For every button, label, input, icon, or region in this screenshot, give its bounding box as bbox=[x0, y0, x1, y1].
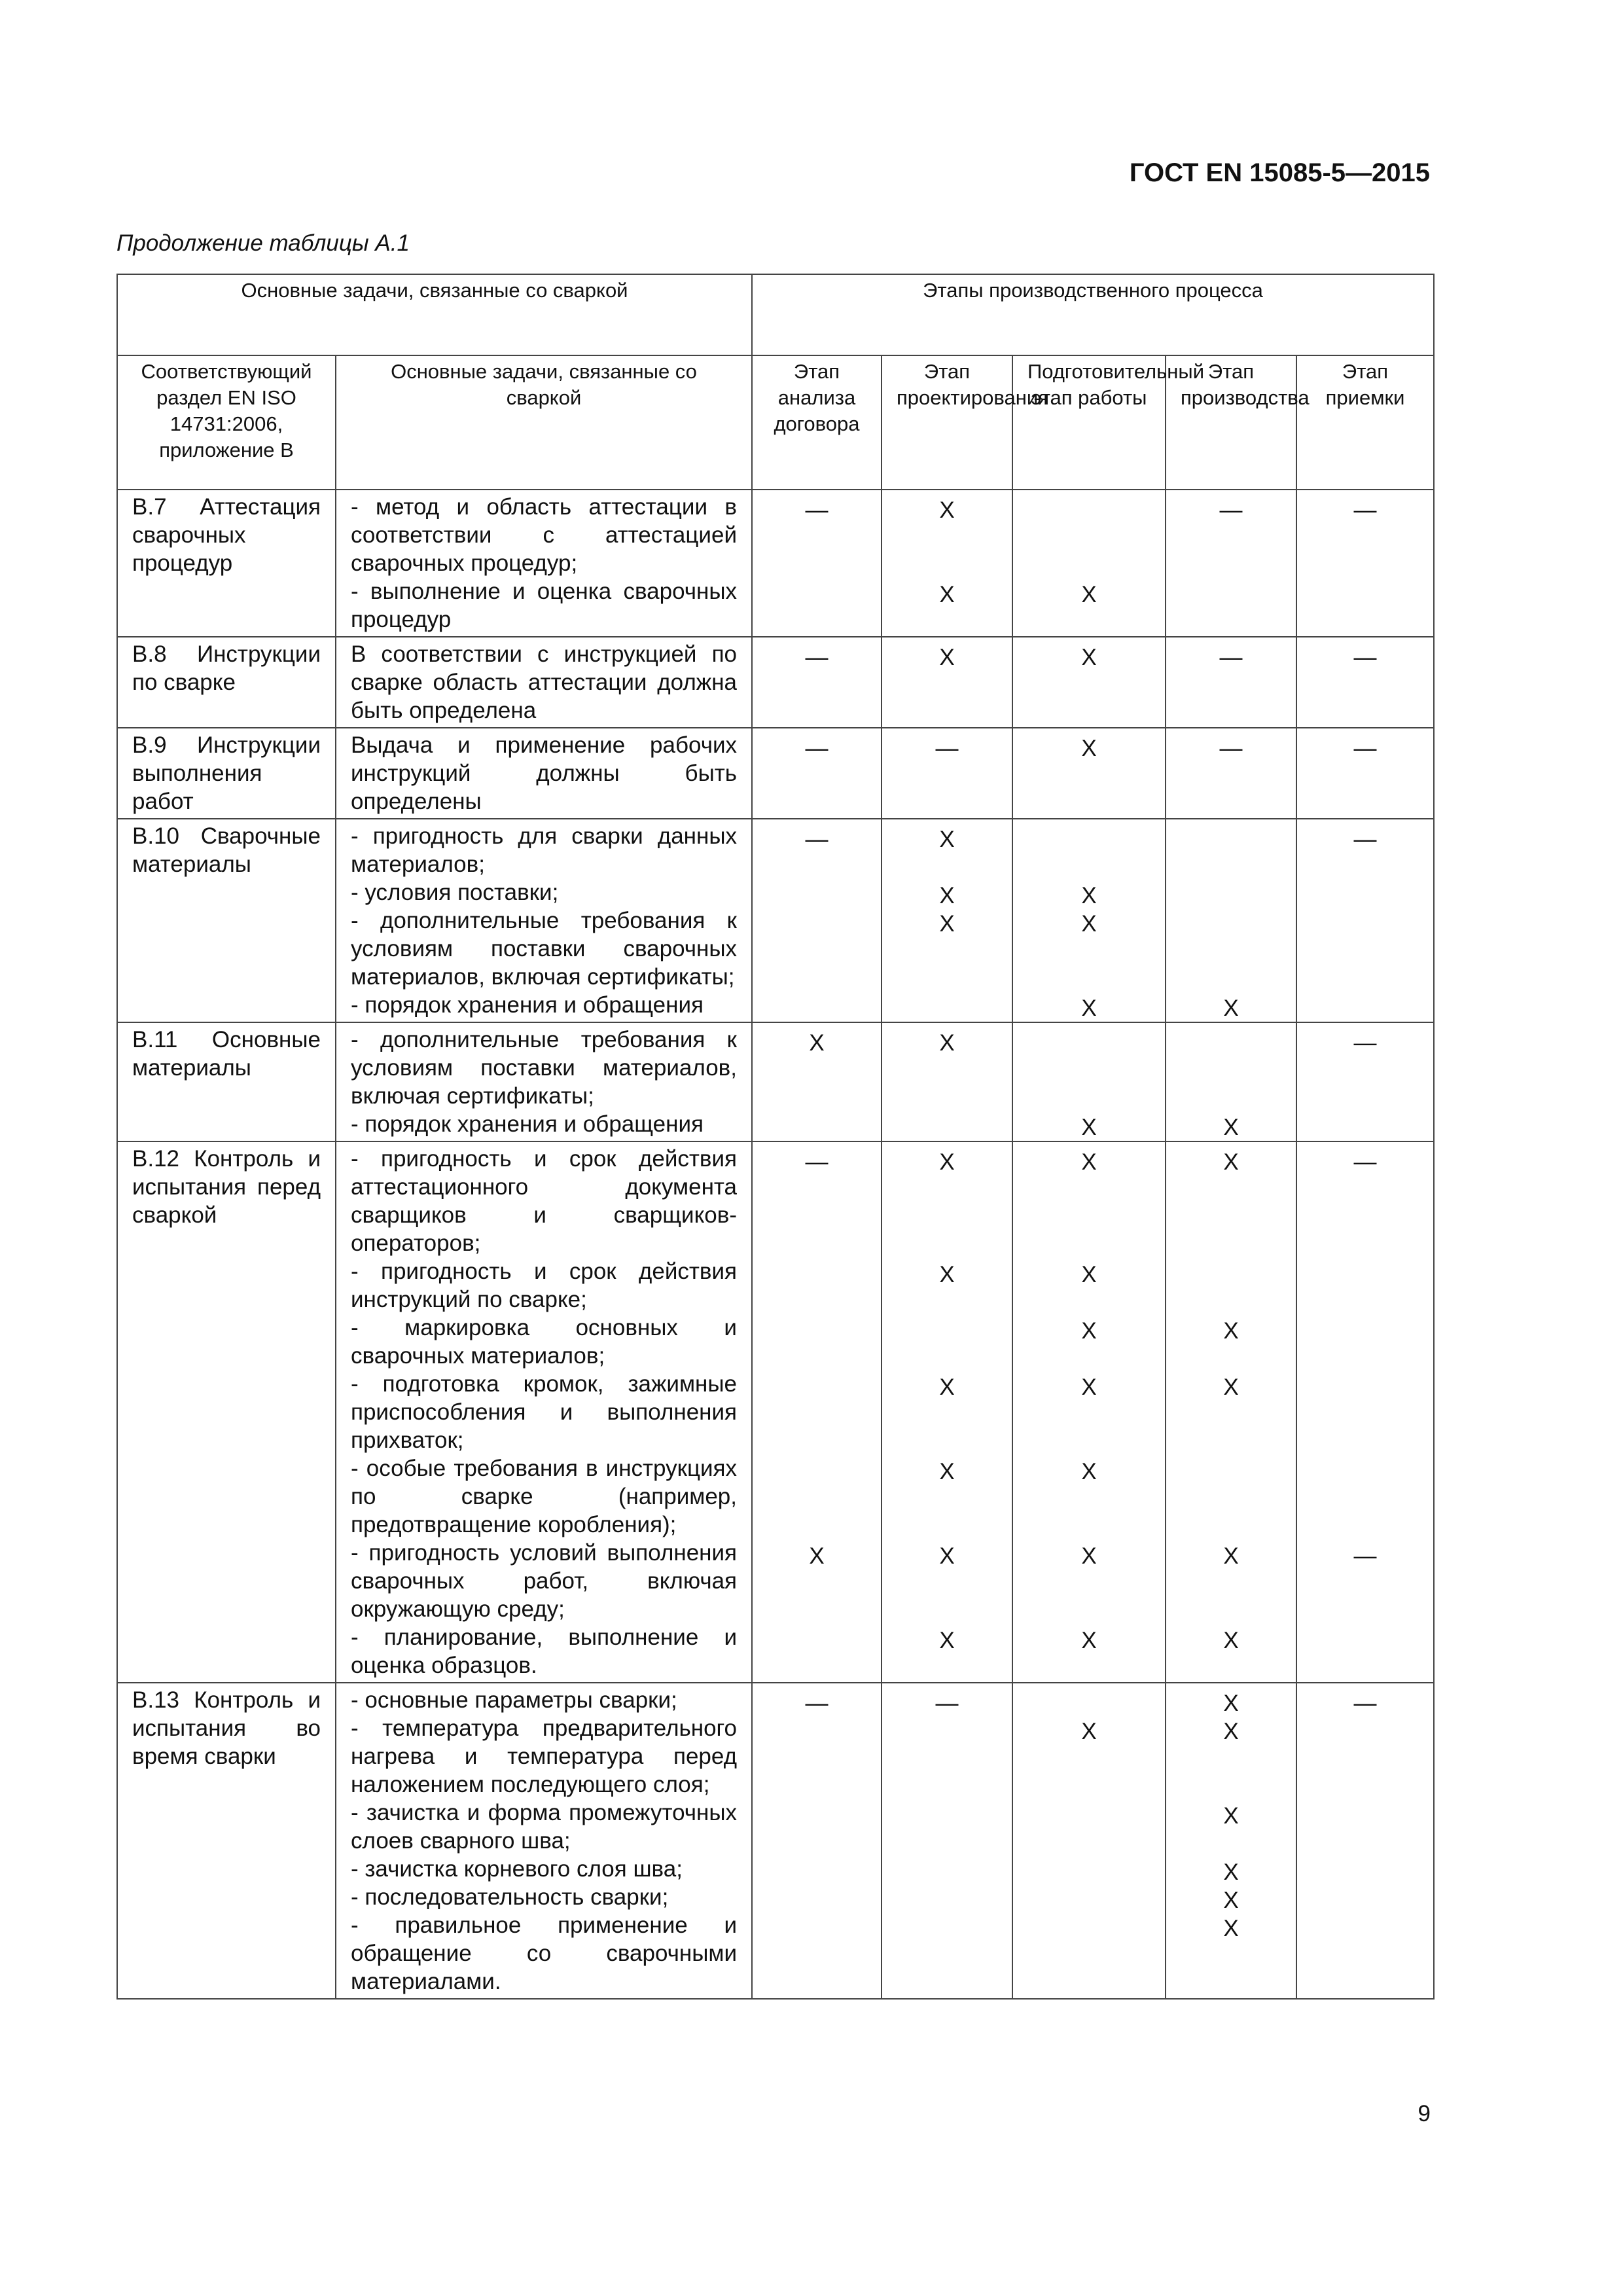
col-header-stage-acceptance: Этап приемки bbox=[1296, 355, 1434, 490]
stage-cell-acceptance bbox=[1296, 1022, 1434, 1141]
stage-cell-acceptance bbox=[1296, 637, 1434, 728]
stage-mark: Х bbox=[939, 1030, 955, 1056]
stage-mark: Х bbox=[1223, 1543, 1239, 1569]
stage-mark: — bbox=[1219, 736, 1243, 761]
stage-cell-contract bbox=[752, 728, 882, 819]
table-row bbox=[117, 728, 1434, 819]
stage-mark: — bbox=[935, 1691, 959, 1716]
stage-mark: Х bbox=[1081, 1149, 1097, 1175]
stage-cell-contract bbox=[752, 819, 882, 1022]
stage-mark: — bbox=[1353, 736, 1377, 761]
section-cell: В.11 Основные материалы bbox=[117, 1022, 336, 1141]
stage-cell-design bbox=[882, 1141, 1012, 1683]
stage-mark: — bbox=[1353, 645, 1377, 670]
stage-cell-production bbox=[1166, 637, 1296, 728]
task-item: - маркировка основных и сварочных материалов; bbox=[351, 1315, 737, 1369]
stage-cell-production bbox=[1166, 1022, 1296, 1141]
stage-mark: Х bbox=[1081, 996, 1097, 1021]
stage-mark: — bbox=[1353, 827, 1377, 852]
stage-mark: Х bbox=[1223, 1628, 1239, 1653]
stage-mark: Х bbox=[939, 911, 955, 937]
stage-mark: Х bbox=[1223, 1691, 1239, 1716]
stage-mark: Х bbox=[939, 582, 955, 607]
header-group-stages: Этапы производственного процесса bbox=[752, 274, 1434, 355]
table-row bbox=[117, 1683, 1434, 1999]
table-caption: Продолжение таблицы А.1 bbox=[116, 230, 410, 256]
stage-cell-contract bbox=[752, 1683, 882, 1999]
stage-mark: — bbox=[1353, 1543, 1377, 1569]
stage-mark: Х bbox=[1081, 1719, 1097, 1744]
task-item: - дополнительные требования к условиям поставки материалов, включая сертификаты; bbox=[351, 1027, 737, 1109]
stage-mark: Х bbox=[1223, 1859, 1239, 1885]
welding-tasks-table bbox=[116, 274, 1435, 2000]
task-item: - порядок хранения и обращения bbox=[351, 992, 704, 1018]
stage-mark: Х bbox=[1223, 1149, 1239, 1175]
tasks-cell bbox=[336, 819, 752, 1022]
stage-mark: Х bbox=[1081, 645, 1097, 670]
stage-mark: — bbox=[1353, 497, 1377, 523]
table-row bbox=[117, 637, 1434, 728]
stage-mark: — bbox=[1219, 645, 1243, 670]
task-item: - температура предварительного нагрева и температура перед наложением последующего слоя; bbox=[351, 1715, 737, 1797]
stage-mark: Х bbox=[809, 1030, 825, 1056]
stage-cell-acceptance bbox=[1296, 819, 1434, 1022]
stage-mark: Х bbox=[939, 1262, 955, 1287]
stage-mark: Х bbox=[1081, 1628, 1097, 1653]
col-header-stage-design: Этап проектирования bbox=[882, 355, 1012, 490]
task-item: - пригодность условий выполнения сварочных работ, включая окружающую среду; bbox=[351, 1540, 737, 1622]
stage-cell-contract bbox=[752, 637, 882, 728]
task-item: - пригодность для сварки данных материалов; bbox=[351, 823, 737, 877]
stage-cell-prep bbox=[1012, 1141, 1166, 1683]
stage-mark: Х bbox=[1081, 911, 1097, 937]
stage-mark: Х bbox=[939, 1628, 955, 1653]
table-row bbox=[117, 1141, 1434, 1683]
stage-mark: Х bbox=[1223, 1888, 1239, 1913]
section-cell: В.9 Инструкции выполнения работ bbox=[117, 728, 336, 819]
tasks-cell bbox=[336, 728, 752, 819]
tasks-cell bbox=[336, 1683, 752, 1999]
standard-designation: ГОСТ EN 15085-5—2015 bbox=[1129, 158, 1430, 187]
task-item: В соответствии с инструкцией по сварке область аттестации должна быть определена bbox=[351, 641, 737, 723]
stage-cell-prep bbox=[1012, 819, 1166, 1022]
task-item: - дополнительные требования к условиям поставки сварочных материалов, включая сертификаты; bbox=[351, 908, 737, 990]
table-row bbox=[117, 819, 1434, 1022]
stage-mark: — bbox=[1219, 497, 1243, 523]
stage-mark: — bbox=[1353, 1691, 1377, 1716]
stage-mark: — bbox=[805, 1691, 829, 1716]
stage-cell-prep bbox=[1012, 1683, 1166, 1999]
task-item: - зачистка и форма промежуточных слоев сварного шва; bbox=[351, 1800, 737, 1854]
task-item: - особые требования в инструкциях по сварке (например, предотвращение коробления); bbox=[351, 1456, 737, 1537]
section-cell: В.8 Инструкции по сварке bbox=[117, 637, 336, 728]
stage-cell-design bbox=[882, 1683, 1012, 1999]
stage-cell-design bbox=[882, 728, 1012, 819]
stage-cell-prep bbox=[1012, 490, 1166, 637]
stage-mark: Х bbox=[1223, 1374, 1239, 1400]
stage-mark: Х bbox=[939, 645, 955, 670]
stage-mark: Х bbox=[1081, 1374, 1097, 1400]
task-item: - подготовка кромок, зажимные приспособления и выполнения прихваток; bbox=[351, 1371, 737, 1453]
stage-cell-prep bbox=[1012, 1022, 1166, 1141]
col-header-stage-production: Этап производства bbox=[1166, 355, 1296, 490]
stage-mark: Х bbox=[939, 827, 955, 852]
section-cell: В.7 Аттестация сварочных процедур bbox=[117, 490, 336, 637]
stage-cell-acceptance bbox=[1296, 1141, 1434, 1683]
task-item: - основные параметры сварки; bbox=[351, 1687, 677, 1713]
stage-cell-contract bbox=[752, 1022, 882, 1141]
stage-mark: Х bbox=[939, 1374, 955, 1400]
stage-mark: Х bbox=[809, 1543, 825, 1569]
stage-cell-production bbox=[1166, 1141, 1296, 1683]
stage-cell-production bbox=[1166, 1683, 1296, 1999]
col-header-stage-contract: Этап анализа договора bbox=[752, 355, 882, 490]
stage-cell-prep bbox=[1012, 728, 1166, 819]
stage-cell-acceptance bbox=[1296, 490, 1434, 637]
section-cell: В.13 Контроль и испытания во время сварки bbox=[117, 1683, 336, 1999]
tasks-cell bbox=[336, 490, 752, 637]
stage-cell-design bbox=[882, 490, 1012, 637]
section-cell: В.10 Сварочные материалы bbox=[117, 819, 336, 1022]
col-header-stage-prep: Подготовительный этап работы bbox=[1012, 355, 1166, 490]
stage-mark: Х bbox=[939, 1149, 955, 1175]
task-item: - выполнение и оценка сварочных процедур bbox=[351, 579, 737, 632]
stage-cell-production bbox=[1166, 819, 1296, 1022]
task-item: - порядок хранения и обращения bbox=[351, 1111, 704, 1137]
col-header-section: Соответствующий раздел EN ISO 14731:2006, приложение В bbox=[117, 355, 336, 490]
stage-mark: Х bbox=[1081, 883, 1097, 908]
tasks-cell bbox=[336, 1022, 752, 1141]
stage-mark: — bbox=[1353, 1030, 1377, 1056]
stage-cell-production bbox=[1166, 728, 1296, 819]
stage-mark: — bbox=[805, 645, 829, 670]
stage-mark: Х bbox=[1223, 1719, 1239, 1744]
stage-mark: Х bbox=[939, 497, 955, 523]
stage-mark: Х bbox=[939, 883, 955, 908]
stage-mark: — bbox=[1353, 1149, 1377, 1175]
stage-mark: Х bbox=[1081, 1543, 1097, 1569]
page-number: 9 bbox=[1418, 2101, 1431, 2126]
stage-mark: Х bbox=[1223, 1115, 1239, 1140]
task-item: - условия поставки; bbox=[351, 880, 559, 905]
stage-mark: Х bbox=[1081, 1115, 1097, 1140]
stage-mark: Х bbox=[939, 1543, 955, 1569]
stage-mark: — bbox=[805, 497, 829, 523]
stage-mark: Х bbox=[1223, 1803, 1239, 1829]
stage-cell-contract bbox=[752, 1141, 882, 1683]
stage-cell-acceptance bbox=[1296, 1683, 1434, 1999]
table-row bbox=[117, 1022, 1434, 1141]
stage-mark: Х bbox=[1081, 1318, 1097, 1344]
stage-cell-contract bbox=[752, 490, 882, 637]
section-cell: В.12 Контроль и испытания перед сваркой bbox=[117, 1141, 336, 1683]
stage-cell-design bbox=[882, 819, 1012, 1022]
task-item: - планирование, выполнение и оценка образцов. bbox=[351, 1624, 737, 1678]
stage-cell-acceptance bbox=[1296, 728, 1434, 819]
task-item: - последовательность сварки; bbox=[351, 1884, 669, 1910]
stage-mark: — bbox=[805, 736, 829, 761]
stage-mark: Х bbox=[1223, 1318, 1239, 1344]
stage-cell-prep bbox=[1012, 637, 1166, 728]
stage-cell-production bbox=[1166, 490, 1296, 637]
stage-mark: Х bbox=[1081, 1459, 1097, 1484]
stage-mark: — bbox=[805, 827, 829, 852]
task-item: - пригодность и срок действия инструкций по сварке; bbox=[351, 1259, 737, 1312]
table-row bbox=[117, 490, 1434, 637]
stage-mark: Х bbox=[1223, 1916, 1239, 1941]
task-item: - правильное применение и обращение со сварочными материалами. bbox=[351, 1912, 737, 1994]
stage-mark: — bbox=[805, 1149, 829, 1175]
task-item: - метод и область аттестации в соответствии с аттестацией сварочных процедур; bbox=[351, 494, 737, 576]
tasks-cell bbox=[336, 637, 752, 728]
tasks-cell bbox=[336, 1141, 752, 1683]
stage-mark: Х bbox=[1081, 1262, 1097, 1287]
stage-cell-design bbox=[882, 1022, 1012, 1141]
stage-mark: Х bbox=[1081, 736, 1097, 761]
task-item: Выдача и применение рабочих инструкций должны быть определены bbox=[351, 732, 737, 814]
stage-mark: Х bbox=[1081, 582, 1097, 607]
stage-mark: Х bbox=[939, 1459, 955, 1484]
task-item: - пригодность и срок действия аттестационного документа сварщиков и сварщиков-операторов; bbox=[351, 1146, 737, 1256]
stage-mark: — bbox=[935, 736, 959, 761]
task-item: - зачистка корневого слоя шва; bbox=[351, 1856, 683, 1882]
stage-cell-design bbox=[882, 637, 1012, 728]
stage-mark: Х bbox=[1223, 996, 1239, 1021]
header-group-tasks: Основные задачи, связанные со сваркой bbox=[117, 274, 752, 355]
col-header-tasks: Основные задачи, связанные со сваркой bbox=[336, 355, 752, 490]
